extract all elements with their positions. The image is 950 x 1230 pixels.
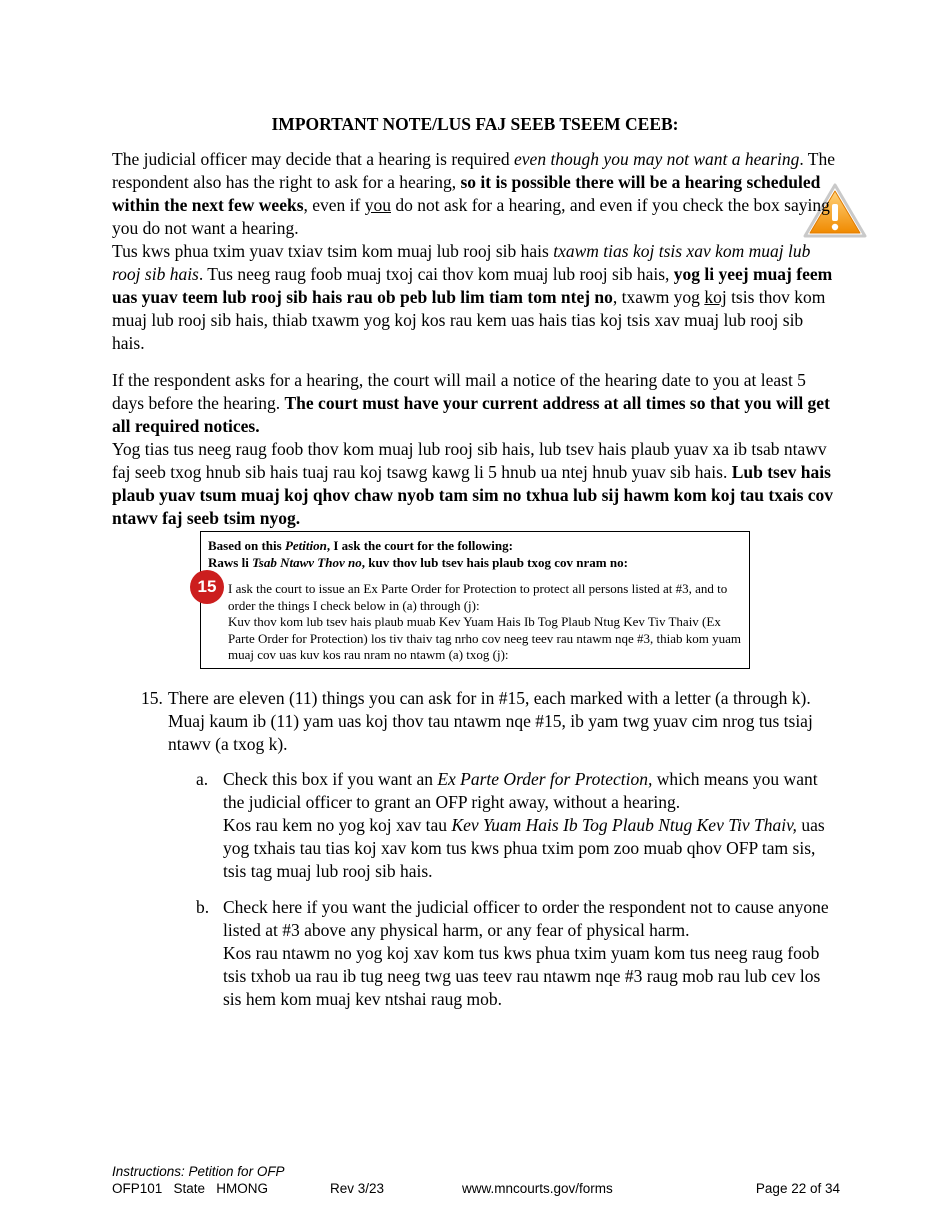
text-run: uas yog txhais tau tias koj xav kom tus kws phua txim pom zoo muab qhov OFP tam sis, tsis tag muaj lub rooj sib hais. [223,815,825,881]
footer-page-number: Page 22 of 34 [755,1181,840,1196]
form-excerpt-english: I ask the court to issue an Ex Parte Order for Protection to protect all persons listed at #3, and to order the things I check below in (a) through (j): [228,581,728,613]
text-run: The court must have your current address at all times so that you will get all required notices. [112,393,830,436]
list-item-text [223,896,843,1011]
list-item-text: There are eleven (11) things you can ask for in #15, each marked with a letter (a through k). Muaj kaum ib (11) yam uas koj thov tau ntawm nqe #15, ib yam twg yuav cim nrog tus tsiaj ntawv (a txog k). [168,688,813,754]
text-run: even though you may not want a hearing [514,149,800,169]
text-run: Lub tsev hais plaub yuav tsum muaj koj qhov chaw nyob tam sim no txhua lub sij hawm kom koj tau txais cov ntawv faj seeb tsim nyog. [112,462,834,528]
text-run: , even if [303,195,365,215]
text-run: koj [704,287,727,307]
list-item-text [223,768,843,883]
text-run: , I ask the court for the following: [326,538,513,553]
text-run: Tus kws phua txim yuav txiav tsim kom muaj lub rooj sib hais [112,241,554,261]
form-excerpt-header [208,538,744,571]
form-excerpt-hmong: Kuv thov kom lub tsev hais plaub muab Kev Yuam Hais Ib Tog Plaub Ntug Kev Tiv Thaiv (Ex Parte Order for Protection) los tiv thaiv tag nrho cov neeg teev rau ntawm nqe #3, thiab kom yuam muaj cov uas kuv kos rau nram no ntawm (a) txog (j): [228,614,741,662]
text-run: do not ask for a hearing, and even if you check the box saying you do not want a hearing. [112,195,830,238]
item-number-badge: 15 [190,570,224,604]
text-run: Check here if you want the judicial officer to order the respondent not to cause anyone listed at #3 above any physical harm, or any fear of physical harm. [223,897,829,940]
text-run: Kev Yuam Hais Ib Tog Plaub Ntug Kev Tiv Thaiv, [451,815,797,835]
text-run: Raws li [208,554,253,570]
text-run: Based on this [208,538,285,553]
footer-revision: Rev 3/23 [330,1181,385,1196]
text-run: yog li yeej muaj feem uas yuav teem lub rooj sib hais rau ob peb lub lim tiam tom ntej no [112,264,833,307]
text-run: If the respondent asks for a hearing, the court will mail a notice of the hearing date to you at least 5 days before the hearing. [112,370,806,413]
list-number: 15. [141,688,163,708]
footer-title: Instructions: Petition for OFP [112,1164,285,1179]
text-run: tsis thov kom muaj lub rooj sib hais, thiab txawm yog koj kos rau kem uas hais tias koj tsis xav muaj lub rooj sib hais. [112,287,826,353]
text-run: you [364,195,391,215]
text-run: Petition [284,538,327,553]
notice-paragraph [112,369,840,530]
hearing-note-paragraph [112,148,840,355]
text-run: so it is possible there will be a hearing scheduled within the next few weeks [112,172,821,215]
footer-form-id: OFP101 State HMONG [112,1181,269,1196]
text-run: txawm tias koj tsis xav kom muaj lub rooj sib hais [112,241,811,284]
text-run: The judicial officer may decide that a hearing is required [112,149,515,169]
list-letter: a. [196,769,209,789]
text-run: . The respondent also has the right to ask for a hearing, [112,149,835,192]
form-excerpt-box [200,531,750,669]
text-run: Yog tias tus neeg raug foob thov kom muaj lub rooj sib hais, lub tsev hais plaub yuav xa ib tsab ntawv faj seeb txog hnub sib hais tuaj rau koj tsawg kawg li 5 hnub ua ntej hnub yuav sib hais. [112,439,827,482]
text-run: Tsab Ntawv Thov no [252,554,362,570]
text-run: Check this box if you want an [223,769,438,789]
text-run: . Tus neeg raug foob muaj txoj cai thov kom muaj lub rooj sib hais, [198,264,674,284]
page-heading: IMPORTANT NOTE/LUS FAJ SEEB TSEEM CEEB: [271,114,679,134]
page-footer [112,1163,840,1199]
text-run: Ex Parte Order for Protection, [437,769,653,789]
footer-url: www.mncourts.gov/forms [462,1181,613,1196]
form-excerpt-body [228,581,742,664]
text-run: which means you want the judicial officer to grant an OFP right away, without a hearing. [223,769,818,812]
text-run: Kos rau ntawm no yog koj xav kom tus kws phua txim yuam kom tus neeg raug foob tsis txhob ua rau ib tug neeg twg uas teev rau ntawm nqe #3 raug mob rau lub cev los sis hem kom muaj kev ntshai raug mob. [223,943,821,1009]
text-run: , kuv thov lub tsev hais plaub txog cov nram no: [361,554,628,570]
list-letter: b. [196,897,210,917]
text-run: Kos rau kem no yog koj xav tau [223,815,452,835]
text-run: , txawm yog [612,287,705,307]
